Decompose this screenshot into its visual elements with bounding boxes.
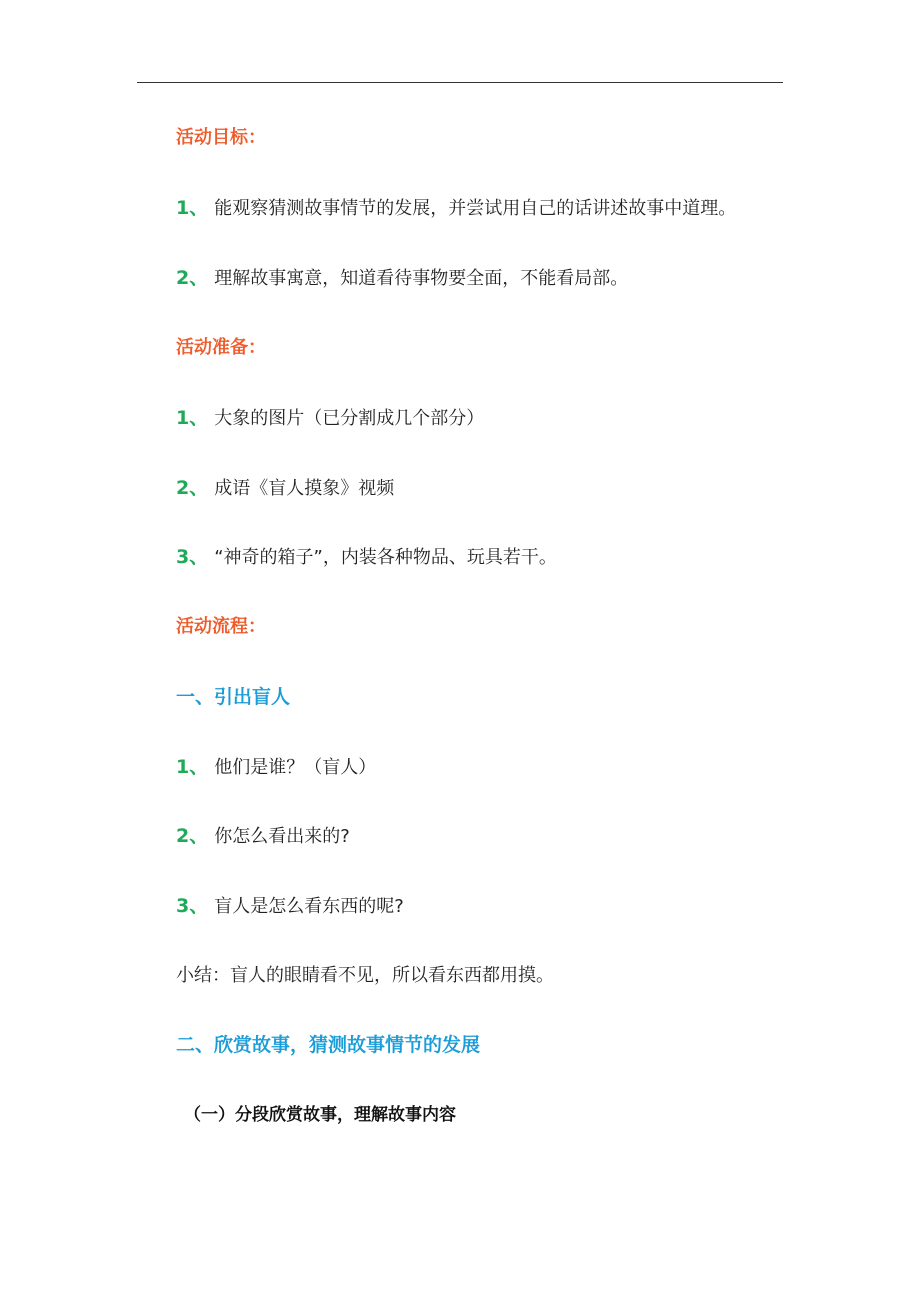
step1-item-1-number: 1、 xyxy=(176,756,209,778)
prep-item-3-number: 3、 xyxy=(176,546,209,568)
prep-item-3 xyxy=(176,543,557,572)
step1-item-1-text: 他们是谁？（盲人） xyxy=(214,757,377,778)
step1-item-2 xyxy=(176,822,350,851)
goal-item-2 xyxy=(176,264,628,293)
goal-item-1-text: 能观察猜测故事情节的发展，并尝试用自己的话讲述故事中道理。 xyxy=(214,198,737,219)
prep-item-1-text: 大象的图片（已分割成几个部分） xyxy=(214,408,485,429)
step2-title: 二、欣赏故事，猜测故事情节的发展 xyxy=(176,1034,481,1056)
prep-item-3-text: “神奇的箱子”，内装各种物品、玩具若干。 xyxy=(214,547,557,568)
goals-heading: 活动目标： xyxy=(176,127,266,148)
header-rule xyxy=(137,82,783,83)
prep-item-2-text: 成语《盲人摸象》视频 xyxy=(214,478,395,499)
goal-item-2-number: 2、 xyxy=(176,267,209,289)
prep-item-1 xyxy=(176,404,484,433)
goal-item-2-text: 理解故事寓意，知道看待事物要全面，不能看局部。 xyxy=(214,268,629,289)
step1-item-2-text: 你怎么看出来的? xyxy=(214,826,350,847)
goal-item-1 xyxy=(176,194,736,223)
prep-heading: 活动准备： xyxy=(176,337,266,358)
flow-heading: 活动流程： xyxy=(176,616,266,637)
step1-item-3-text: 盲人是怎么看东西的呢? xyxy=(214,896,404,917)
step1-item-1 xyxy=(176,753,376,782)
step1-item-2-number: 2、 xyxy=(176,825,209,847)
step2-subheading: （一）分段欣赏故事，理解故事内容 xyxy=(184,1105,456,1125)
prep-item-1-number: 1、 xyxy=(176,407,209,429)
step1-item-3 xyxy=(176,892,404,921)
step1-summary: 小结：盲人的眼睛看不见，所以看东西都用摸。 xyxy=(176,965,554,986)
step1-title: 一、引出盲人 xyxy=(176,686,291,708)
step1-item-3-number: 3、 xyxy=(176,895,209,917)
goal-item-1-number: 1、 xyxy=(176,197,209,219)
prep-item-2-number: 2、 xyxy=(176,477,209,499)
prep-item-2 xyxy=(176,474,394,503)
